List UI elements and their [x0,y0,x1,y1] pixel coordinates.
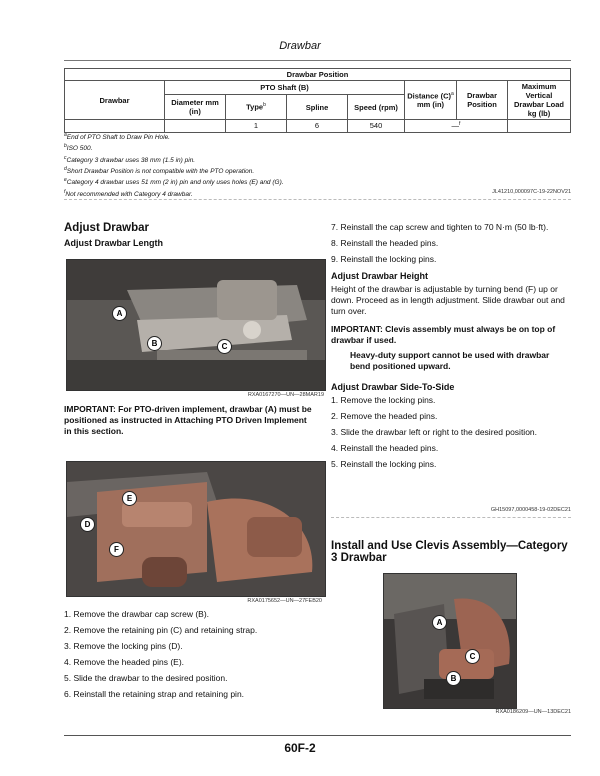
footer-rule [64,735,571,736]
page-header-title: Drawbar [279,40,321,52]
subsection-title: Adjust Drawbar Side-To-Side [331,382,455,392]
clevis-section [331,540,571,564]
col-type-label: Type [246,102,264,112]
list-item: 7. Reinstall the cap screw and tighten to 70 N·m (50 lb·ft). [331,222,549,232]
section-divider [64,199,571,200]
footnote-text: Short Drawbar Position is not compatible with the PTO operation. [66,168,255,176]
col-type-sup: b [263,102,266,109]
callout-c: C [217,339,232,354]
col-diameter: Diameter mm (in) [165,95,226,120]
section-divider [331,517,571,518]
list-item: 2. Remove the retaining pin (C) and retaining strap. [64,625,258,635]
section-title: Install and Use Clevis Assembly—Category 3 Drawbar [331,540,568,564]
paragraph: Height of the drawbar is adjustable by turning bend (F) up or down. Proceed as in length adjustment. Slide drawbar out and turn over. [331,284,565,316]
callout-b: B [147,336,162,351]
callout-a: A [112,306,127,321]
list-item: 3. Remove the locking pins (D). [64,641,183,651]
col-drawbar: Drawbar [65,81,165,120]
footnote-text: ISO 500. [66,145,93,153]
important-note: IMPORTANT: For PTO-driven implement, drawbar (A) must be positioned as instructed in Attaching PTO Driven Implement in this section. [64,404,312,436]
adjust-drawbar-section [64,222,324,248]
footnote-marker: d [64,166,67,173]
list-item: 1. Remove the drawbar cap screw (B). [64,609,210,619]
cell-type: 1 [226,120,287,133]
cell-speed: 540 [348,120,405,133]
drawbar-position-table [64,68,571,133]
footnote-text: End of PTO Shaft to Draw Pin Hole. [66,134,170,142]
header-rule [64,60,571,61]
list-item: 8. Reinstall the headed pins. [331,238,439,248]
reference-code: JL41210,000097C-19-22NOV21 [492,189,571,195]
col-spline: Spline [287,95,348,120]
photo-caption: RXA0167270—UN—28MAR19 [247,392,324,398]
col-type [226,95,287,120]
photo-caption: RXA0175652—UN—27FEB20 [247,598,322,604]
important-note: IMPORTANT: Clevis assembly must always be on top of drawbar if used. [331,324,556,345]
footnote-text: Category 4 drawbar uses 51 mm (2 in) pin and only uses holes (E) and (G). [66,179,284,187]
list-item: 9. Reinstall the locking pins. [331,254,437,264]
footnote [64,165,571,176]
cell-spline: 6 [287,120,348,133]
callout-a: A [432,615,447,630]
col-distance-label: Distance (C) [407,91,451,101]
right-column [331,222,571,470]
clevis-illustration [384,574,516,708]
col-distance [405,81,457,120]
list-item: 5. Slide the drawbar to the desired position. [64,673,228,683]
reference-code: GH15097,0000458-19-02DEC21 [490,507,571,513]
footnote [64,176,571,187]
footnote-text: Not recommended with Category 4 drawbar. [65,190,193,198]
subsection-title: Adjust Drawbar Length [64,238,164,248]
subsection-title: Adjust Drawbar Height [331,271,429,281]
drawbar-length-photo [66,259,326,391]
clevis-assembly-photo [383,573,517,709]
footnote-text: Category 3 drawbar uses 38 mm (1.5 in) pin. [66,156,196,164]
footnote-marker: b [64,143,67,150]
callout-d: D [80,517,95,532]
col-speed: Speed (rpm) [348,95,405,120]
footnote-marker: c [64,154,67,161]
callout-e: E [122,491,137,506]
drawbar-pins-illustration [67,462,325,596]
list-item: 6. Reinstall the retaining strap and retaining pin. [64,689,245,699]
callout-f: F [109,542,124,557]
cell-position-sup: f [459,121,461,127]
footnote-marker: e [64,177,67,184]
callout-b: B [446,671,461,686]
list-item: 4. Reinstall the headed pins. [331,443,439,453]
list-item: 2. Remove the headed pins. [331,411,438,421]
drawbar-illustration [67,260,325,390]
page-number: 60F-2 [284,741,316,755]
important-note-continued: Heavy-duty support cannot be used with drawbar bend positioned upward. [350,350,550,371]
cell-position: — [451,121,460,131]
col-distance-unit: mm (in) [416,100,445,110]
steps-list-left [64,609,324,700]
section-title: Adjust Drawbar [64,222,149,234]
list-item: 4. Remove the headed pins (E). [64,657,185,667]
col-maxload: Maximum Vertical Drawbar Load kg (lb) [508,81,571,120]
table-caption: Drawbar Position [65,69,571,81]
footnote [64,154,571,165]
col-position: Drawbar Position [457,81,508,120]
col-distance-sup: a [450,90,454,97]
list-item: 3. Slide the drawbar left or right to the desired position. [331,427,538,437]
photo-caption: RXA0186209—UN—13DEC21 [495,709,571,715]
col-group-pto: PTO Shaft (B) [165,81,405,95]
drawbar-pins-photo [66,461,326,597]
list-item: 1. Remove the locking pins. [331,395,436,405]
footnote-marker: f [64,188,66,195]
footnote [64,131,571,142]
footnote [64,142,571,153]
callout-c: C [465,649,480,664]
list-item: 5. Reinstall the locking pins. [331,459,437,469]
footnote-marker: a [64,132,67,138]
